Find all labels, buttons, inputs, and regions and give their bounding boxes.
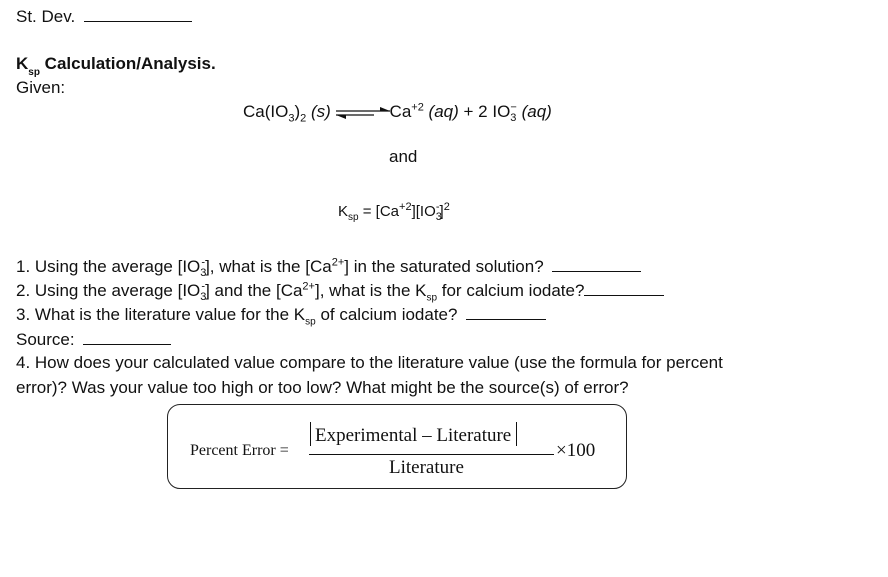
- product2-state: (aq): [516, 102, 552, 121]
- q3-text-b: of calcium iodate?: [315, 305, 458, 324]
- stdev-answer-blank[interactable]: [84, 5, 192, 22]
- q2-text-c: ], what is the K: [314, 281, 427, 300]
- reactant-sub2: 2: [300, 112, 307, 125]
- q3-text-a: 3. What is the literature value for the K: [16, 305, 306, 324]
- product2: + 2 IO: [458, 102, 511, 121]
- product1-charge: +2: [411, 101, 424, 114]
- q1-answer-blank[interactable]: [552, 255, 641, 272]
- q2-ksub: sp: [426, 292, 438, 304]
- ksp-k: K: [338, 203, 349, 220]
- source-answer-blank[interactable]: [83, 328, 171, 345]
- ksp-mid: ][IO: [411, 203, 436, 220]
- ksp-close: ]: [439, 203, 444, 220]
- formula-label: Percent Error =: [190, 442, 289, 459]
- source-label: Source:: [16, 330, 75, 349]
- q1-text-c: ] in the saturated solution?: [344, 257, 544, 276]
- q1-sup2: 2+: [331, 256, 345, 269]
- ksp-io-charge: -: [435, 201, 440, 213]
- fraction-bar: [309, 454, 554, 455]
- numerator-text: Experimental – Literature: [315, 425, 512, 446]
- q2-text-a: 2. Using the average [IO: [16, 281, 201, 300]
- q1-sub: 3: [200, 267, 207, 280]
- reactant: Ca(IO: [243, 102, 289, 121]
- q2-sup2: 2+: [302, 280, 315, 293]
- ksp-eq: = [Ca: [358, 203, 400, 220]
- ksp-square: 2: [443, 201, 450, 213]
- given-label: Given:: [16, 78, 66, 97]
- formula-times-100: ×100: [556, 440, 596, 461]
- product2-sub: 3: [510, 112, 517, 125]
- source-line: [16, 328, 171, 351]
- question-4-line-2: error)? Was your value too high or too low? What might be the source(s) of error?: [16, 378, 629, 397]
- ksp-ca-charge: +2: [399, 201, 412, 213]
- question-1: [16, 255, 641, 278]
- q2-sup: -: [201, 280, 206, 293]
- q1-sup: -: [201, 256, 206, 269]
- ksp-sub: sp: [348, 212, 359, 223]
- reactant-state: (s): [306, 102, 336, 121]
- ksp-io-sub: 3: [435, 211, 442, 223]
- question-4-line-1: 4. How does your calculated value compare to the literature value (use the formula for percent: [16, 353, 723, 372]
- q2-answer-blank[interactable]: [584, 279, 664, 296]
- question-2: [16, 279, 664, 302]
- equilibrium-arrow-icon: [334, 106, 392, 120]
- stdev-label: St. Dev.: [16, 7, 76, 26]
- stdev-line: [16, 5, 192, 28]
- q2-sub: 3: [200, 291, 207, 304]
- product1-state: (aq): [423, 102, 459, 121]
- question-3: [16, 303, 546, 326]
- abs-bar-left: [310, 422, 311, 446]
- q3-answer-blank[interactable]: [466, 303, 546, 320]
- ksp-expression: [338, 201, 450, 223]
- reactant-sub1: 3: [288, 112, 295, 125]
- section-title: [16, 53, 216, 79]
- q1-text-b: ], what is the [Ca: [205, 257, 332, 276]
- reactant-close: ): [294, 102, 301, 121]
- title-k: K: [16, 54, 29, 73]
- formula-denominator: Literature: [389, 457, 464, 478]
- q2-text-d: for calcium iodate?: [437, 281, 585, 300]
- product2-charge: −: [510, 101, 517, 114]
- title-rest: Calculation/Analysis.: [39, 54, 216, 73]
- abs-bar-right: [516, 422, 517, 446]
- q1-text-a: 1. Using the average [IO: [16, 257, 201, 276]
- title-k-sub: sp: [28, 67, 40, 79]
- q3-ksub: sp: [305, 316, 316, 328]
- product1: Ca: [389, 102, 412, 121]
- q2-text-b: ] and the [Ca: [205, 281, 303, 300]
- formula-numerator: [310, 422, 517, 447]
- and-connector: and: [389, 147, 418, 166]
- reaction-equation: [243, 101, 552, 123]
